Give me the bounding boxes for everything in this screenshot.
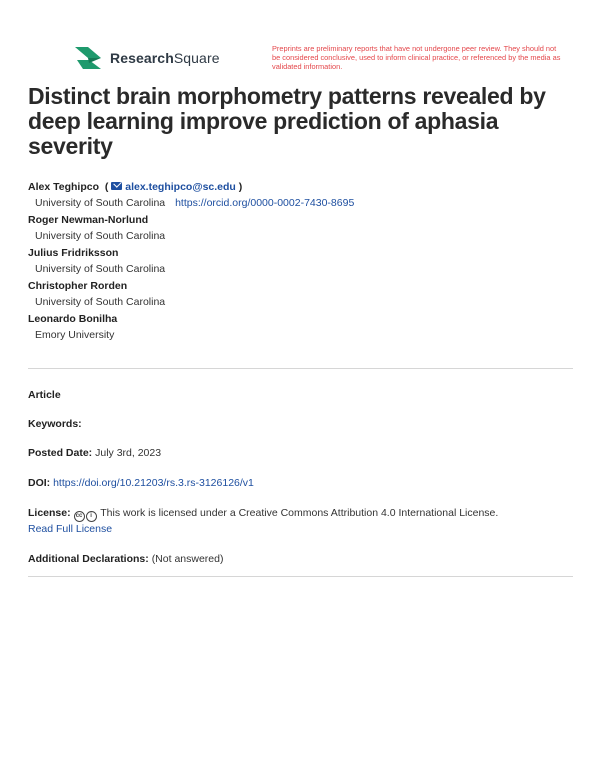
email-icon bbox=[111, 182, 122, 190]
preprint-disclaimer: Preprints are preliminary reports that have not undergone peer review. They should not be considered conclusive, used to inform clinical practice, or referenced by the media as validated information. bbox=[272, 44, 561, 71]
additional-declarations bbox=[28, 552, 573, 567]
author-entry bbox=[28, 245, 573, 277]
declarations-label: Additional Declarations: bbox=[28, 553, 149, 565]
keywords: Keywords: bbox=[28, 418, 82, 430]
license-label: License: bbox=[28, 507, 71, 519]
divider bbox=[28, 576, 573, 577]
divider bbox=[28, 368, 573, 369]
posted-date-value: July 3rd, 2023 bbox=[95, 447, 162, 459]
read-full-license-link[interactable]: Read Full License bbox=[28, 523, 113, 535]
author-name: Christopher Rorden bbox=[28, 280, 128, 292]
author-entry bbox=[28, 212, 573, 244]
author-affiliation: University of South Carolina bbox=[35, 296, 166, 308]
posted-date-label: Posted Date: bbox=[28, 447, 93, 459]
author-name: Julius Fridriksson bbox=[28, 247, 119, 259]
research-square-logo-icon bbox=[75, 47, 103, 69]
license bbox=[28, 506, 573, 537]
doi bbox=[28, 476, 573, 491]
creative-commons-icon: cc bbox=[74, 511, 85, 522]
attribution-icon: i bbox=[86, 511, 97, 522]
license-text: This work is licensed under a Creative Commons Attribution 4.0 International License. bbox=[100, 507, 499, 519]
article-type: Article bbox=[28, 389, 61, 401]
author-name: Alex Teghipco bbox=[28, 181, 99, 193]
author-affiliation: University of South Carolina bbox=[35, 197, 166, 209]
author-entry: Alex Teghipco ( alex.teghipco@sc.edu ) University of South Carolina https://orcid.org/0000-0002-7430-8695 bbox=[28, 181, 355, 209]
author-affiliation: University of South Carolina bbox=[35, 263, 166, 275]
author-list bbox=[28, 179, 573, 344]
author-entry bbox=[28, 278, 573, 310]
research-square-logo[interactable] bbox=[75, 47, 220, 69]
posted-date bbox=[28, 446, 573, 461]
doi-label: DOI: bbox=[28, 477, 51, 489]
author-entry bbox=[28, 311, 573, 343]
paper-title: Distinct brain morphometry patterns revealed by deep learning improve prediction of aphasia severity bbox=[28, 83, 546, 159]
declarations-value: (Not answered) bbox=[151, 553, 224, 565]
doi-link[interactable]: https://doi.org/10.21203/rs.3.rs-3126126/v1 bbox=[53, 477, 254, 489]
orcid-link[interactable]: https://orcid.org/0000-0002-7430-8695 bbox=[175, 197, 355, 209]
author-name: Leonardo Bonilha bbox=[28, 313, 118, 325]
author-affiliation: University of South Carolina bbox=[35, 230, 166, 242]
author-email-link[interactable]: alex.teghipco@sc.edu bbox=[125, 181, 236, 193]
author-affiliation: Emory University bbox=[35, 329, 115, 341]
brand-name: ResearchSquare bbox=[110, 50, 220, 66]
author-name: Roger Newman-Norlund bbox=[28, 214, 149, 226]
